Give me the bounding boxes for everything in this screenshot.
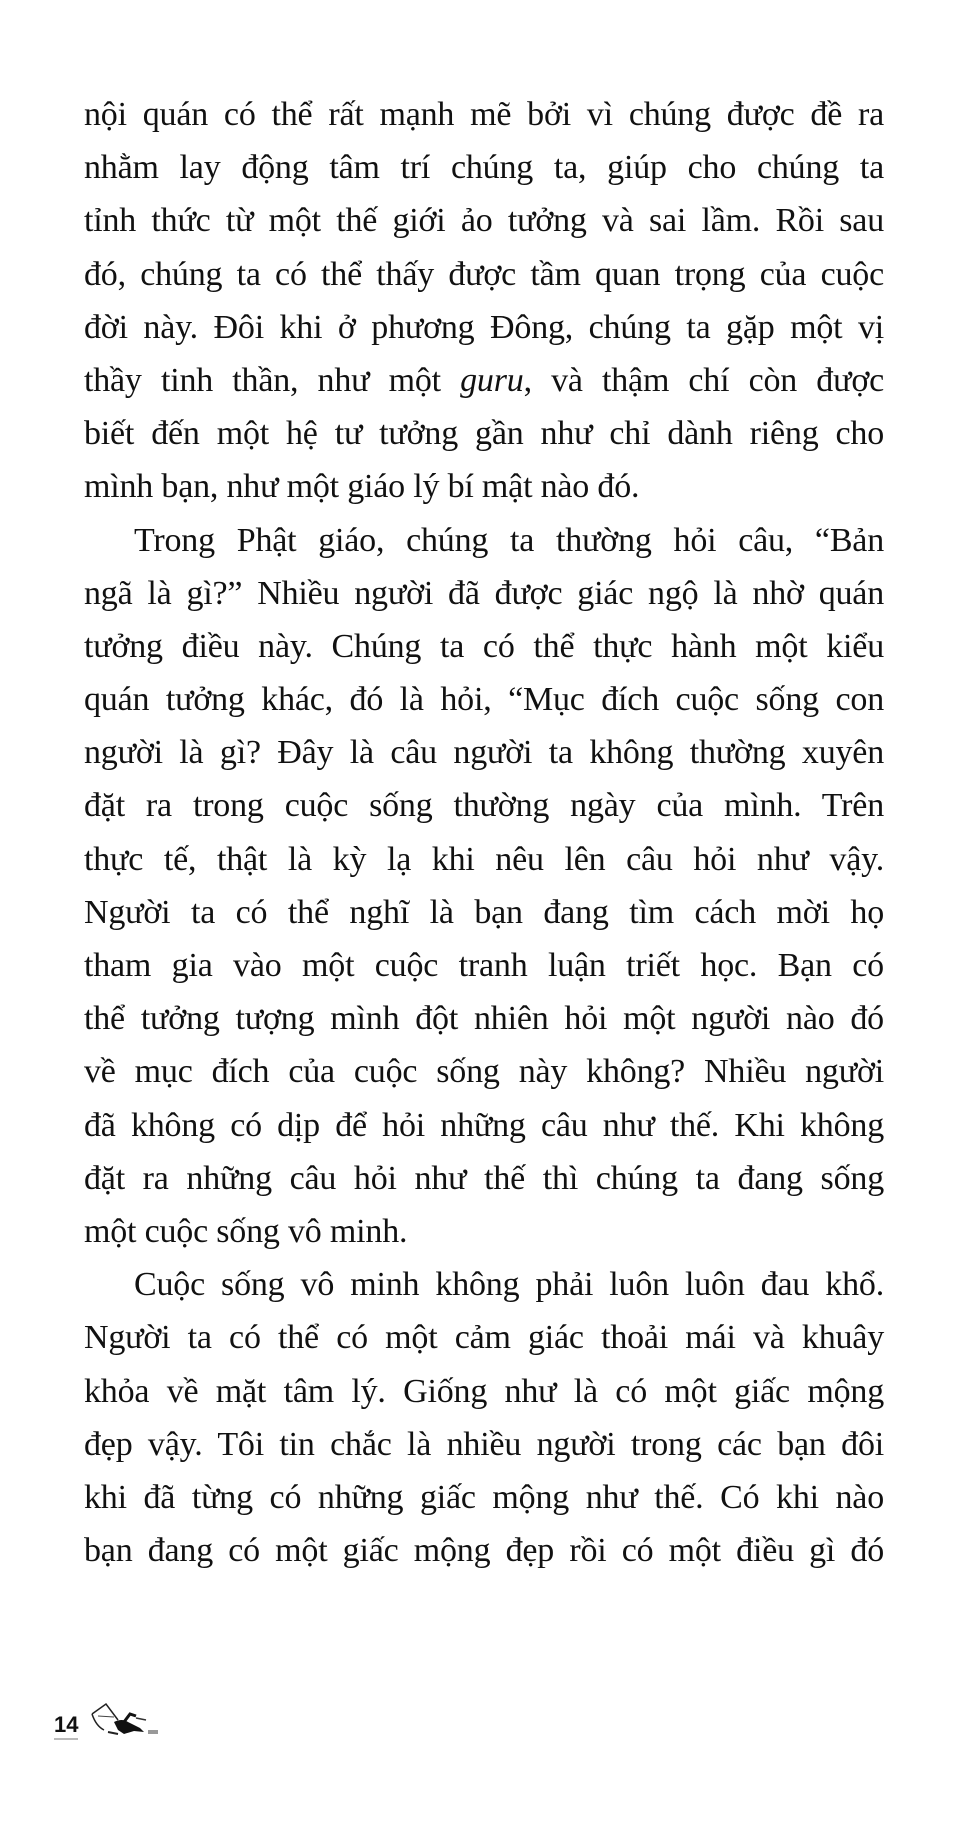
text-line: Người ta có thể có một cảm giác thoải mái và khuây bbox=[84, 1319, 884, 1357]
text-line: tỉnh thức từ một thế giới ảo tưởng và sai lầm. Rồi sau bbox=[84, 202, 884, 240]
text-line bbox=[84, 354, 884, 407]
page-footer bbox=[54, 1700, 184, 1740]
text-line: Trong Phật giáo, chúng ta thường hỏi câu, “Bản bbox=[134, 521, 884, 559]
text-line: nội quán có thể rất mạnh mẽ bởi vì chúng được đề ra bbox=[84, 96, 884, 133]
text-line: ngã là gì?” Nhiều người đã được giác ngộ là nhờ quán bbox=[84, 574, 884, 612]
italic-term: guru bbox=[460, 361, 524, 399]
text-line: đặt ra trong cuộc sống thường ngày của mình. Trên bbox=[84, 787, 884, 825]
text-line: tưởng điều này. Chúng ta có thể thực hành một kiểu bbox=[84, 627, 884, 665]
text-line: đã không có dịp để hỏi những câu như thế. Khi không bbox=[84, 1106, 884, 1144]
text-line: khi đã từng có những giấc mộng như thế. Có khi nào bbox=[84, 1478, 884, 1516]
text-run: , và thậm chí còn được bbox=[523, 361, 884, 399]
text-line: quán tưởng khác, đó là hỏi, “Mục đích cuộc sống con bbox=[84, 681, 884, 719]
text-line: biết đến một hệ tư tưởng gần như chỉ dành riêng cho bbox=[84, 415, 884, 453]
text-line: đó, chúng ta có thể thấy được tầm quan trọng của cuộc bbox=[84, 255, 884, 293]
text-line: tham gia vào một cuộc tranh luận triết học. Bạn có bbox=[84, 947, 884, 984]
text-line: bạn đang có một giấc mộng đẹp rồi có một điều gì đó bbox=[84, 1532, 884, 1570]
text-line: nhằm lay động tâm trí chúng ta, giúp cho chúng ta bbox=[84, 149, 884, 187]
text-line: đặt ra những câu hỏi như thế thì chúng ta đang sống bbox=[84, 1159, 884, 1197]
text-line: thể tưởng tượng mình đột nhiên hỏi một người nào đó bbox=[84, 1000, 884, 1038]
text-line: khỏa về mặt tâm lý. Giống như là có một giấc mộng bbox=[84, 1372, 884, 1410]
horse-rider-ornament-icon bbox=[84, 1700, 184, 1740]
text-line: một cuộc sống vô minh. bbox=[84, 1212, 408, 1250]
text-line: về mục đích của cuộc sống này không? Nhiều người bbox=[84, 1053, 884, 1091]
text-line: đời này. Đôi khi ở phương Đông, chúng ta gặp một vị bbox=[84, 308, 884, 346]
text-line: Người ta có thể nghĩ là bạn đang tìm cách mời họ bbox=[84, 893, 884, 931]
body-text bbox=[84, 88, 884, 1577]
page-number: 14 bbox=[54, 1714, 78, 1740]
text-line: thực tế, thật là kỳ lạ khi nêu lên câu hỏi như vậy. bbox=[84, 840, 884, 878]
text-line: người là gì? Đây là câu người ta không thường xuyên bbox=[84, 734, 884, 772]
text-run: thầy tinh thần, như một bbox=[84, 361, 461, 399]
text-line: mình bạn, như một giáo lý bí mật nào đó. bbox=[84, 468, 640, 506]
text-line: Cuộc sống vô minh không phải luôn luôn đau khổ. bbox=[134, 1266, 884, 1304]
text-line: đẹp vậy. Tôi tin chắc là nhiều người trong các bạn đôi bbox=[84, 1425, 884, 1463]
